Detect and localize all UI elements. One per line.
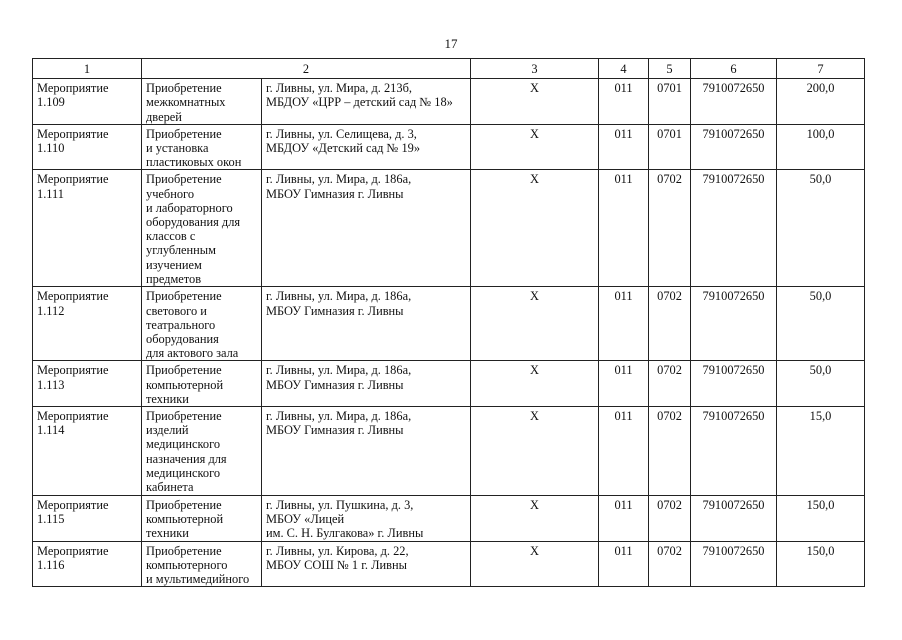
address-cell-line: МБОУ Гимназия г. Ливны: [266, 423, 404, 438]
name-cell-line: учебного: [146, 186, 195, 201]
col7-cell: 200,0: [777, 79, 865, 125]
name-cell-line: оборудования: [146, 332, 219, 347]
table-row: [33, 541, 865, 587]
name-cell-line: назначения для: [146, 451, 227, 466]
name-cell-line: дверей: [146, 109, 182, 124]
address-cell: [262, 541, 471, 587]
col7-cell: 50,0: [777, 361, 865, 407]
name-cell-line: Приобретение: [146, 126, 222, 141]
address-cell-line: г. Ливны, ул. Пушкина, д. 3,: [266, 498, 414, 513]
name-cell-line: оборудования для: [146, 215, 241, 230]
col4-cell: 011: [599, 361, 649, 407]
event-cell-line: 1.114: [37, 423, 65, 438]
event-cell-line: 1.111: [37, 186, 64, 201]
address-cell-line: МБОУ Гимназия г. Ливны: [266, 186, 404, 201]
name-cell: [142, 496, 262, 542]
name-cell: [142, 287, 262, 361]
col4-cell: 011: [599, 541, 649, 587]
name-cell-line: и установка: [146, 141, 209, 156]
name-cell-line: углубленным: [146, 243, 216, 258]
col5-cell: 0702: [649, 361, 691, 407]
header-cell: 5: [649, 59, 691, 79]
name-cell: [142, 541, 262, 587]
address-cell: [262, 496, 471, 542]
table-row: [33, 170, 865, 287]
event-cell-line: Мероприятие: [37, 172, 109, 187]
name-cell-line: Приобретение: [146, 498, 222, 513]
col5-cell: 0702: [649, 287, 691, 361]
name-cell-line: предметов: [146, 271, 202, 286]
address-cell-line: МБДОУ «ЦРР – детский сад № 18»: [266, 95, 453, 110]
col4-cell: 011: [599, 124, 649, 170]
name-cell-line: медицинского: [146, 465, 221, 480]
col7-cell: 50,0: [777, 170, 865, 287]
event-cell: [33, 407, 142, 496]
col5-cell: 0702: [649, 496, 691, 542]
header-cell: 1: [33, 59, 142, 79]
event-cell-line: Мероприятие: [37, 289, 109, 304]
name-cell-line: Приобретение: [146, 289, 222, 304]
col4-cell: 011: [599, 287, 649, 361]
table-row: [33, 124, 865, 170]
name-cell-line: классов с: [146, 229, 196, 244]
event-cell: [33, 496, 142, 542]
col7-cell: 150,0: [777, 541, 865, 587]
name-cell: [142, 124, 262, 170]
event-cell-line: 1.113: [37, 377, 65, 392]
name-cell-line: компьютерного: [146, 557, 228, 572]
event-cell: [33, 124, 142, 170]
address-cell-line: г. Ливны, ул. Мира, д. 186а,: [266, 363, 412, 378]
address-cell-line: МБОУ Гимназия г. Ливны: [266, 377, 404, 392]
col5-cell: 0701: [649, 79, 691, 125]
address-cell-line: г. Ливны, ул. Мира, д. 213б,: [266, 81, 412, 96]
address-cell: [262, 79, 471, 125]
address-cell-line: МБДОУ «Детский сад № 19»: [266, 141, 421, 156]
table-row: [33, 361, 865, 407]
address-cell-line: МБОУ Гимназия г. Ливны: [266, 303, 404, 318]
event-cell: [33, 361, 142, 407]
name-cell-line: Приобретение: [146, 81, 222, 96]
name-cell-line: кабинета: [146, 480, 194, 495]
col7-cell: 50,0: [777, 287, 865, 361]
col3-cell: Х: [471, 170, 599, 287]
event-cell: [33, 170, 142, 287]
address-cell-line: МБОУ СОШ № 1 г. Ливны: [266, 557, 407, 572]
col5-cell: 0702: [649, 170, 691, 287]
address-cell-line: г. Ливны, ул. Селищева, д. 3,: [266, 126, 417, 141]
header-cell: 2: [142, 59, 471, 79]
col3-cell: Х: [471, 361, 599, 407]
col4-cell: 011: [599, 170, 649, 287]
event-cell-line: 1.116: [37, 557, 65, 572]
event-cell-line: Мероприятие: [37, 363, 109, 378]
col6-cell: 7910072650: [691, 361, 777, 407]
event-cell-line: 1.115: [37, 512, 65, 527]
event-cell-line: Мероприятие: [37, 543, 109, 558]
table-row: [33, 79, 865, 125]
col3-cell: Х: [471, 79, 599, 125]
name-cell-line: пластиковых окон: [146, 155, 242, 170]
header-cell: 3: [471, 59, 599, 79]
col5-cell: 0701: [649, 124, 691, 170]
measures-table: [32, 58, 865, 587]
name-cell-line: межкомнатных: [146, 95, 226, 110]
table-row: [33, 407, 865, 496]
address-cell-line: г. Ливны, ул. Мира, д. 186а,: [266, 289, 412, 304]
address-cell-line: г. Ливны, ул. Мира, д. 186а,: [266, 172, 412, 187]
name-cell-line: Приобретение: [146, 172, 222, 187]
event-cell-line: 1.109: [37, 95, 65, 110]
page-number: 17: [444, 36, 458, 51]
header-cell: 7: [777, 59, 865, 79]
event-cell: [33, 541, 142, 587]
name-cell-line: техники: [146, 526, 189, 541]
name-cell-line: компьютерной: [146, 377, 224, 392]
col6-cell: 7910072650: [691, 407, 777, 496]
name-cell-line: изучением: [146, 257, 202, 272]
col6-cell: 7910072650: [691, 79, 777, 125]
event-cell: [33, 79, 142, 125]
col3-cell: Х: [471, 124, 599, 170]
col3-cell: Х: [471, 287, 599, 361]
col3-cell: Х: [471, 541, 599, 587]
header-cell: 6: [691, 59, 777, 79]
address-cell-line: им. С. Н. Булгакова» г. Ливны: [266, 526, 424, 541]
table-row: [33, 496, 865, 542]
col5-cell: 0702: [649, 541, 691, 587]
col4-cell: 011: [599, 407, 649, 496]
event-cell-line: 1.112: [37, 303, 65, 318]
address-cell-line: г. Ливны, ул. Кирова, д. 22,: [266, 543, 409, 558]
address-cell-line: г. Ливны, ул. Мира, д. 186а,: [266, 409, 412, 424]
name-cell-line: медицинского: [146, 437, 221, 452]
col6-cell: 7910072650: [691, 541, 777, 587]
name-cell: [142, 79, 262, 125]
name-cell: [142, 170, 262, 287]
name-cell-line: и лабораторного: [146, 200, 233, 215]
col6-cell: 7910072650: [691, 287, 777, 361]
address-cell: [262, 407, 471, 496]
col7-cell: 15,0: [777, 407, 865, 496]
table-row: [33, 287, 865, 361]
name-cell-line: Приобретение: [146, 543, 222, 558]
event-cell-line: Мероприятие: [37, 126, 109, 141]
event-cell-line: Мероприятие: [37, 81, 109, 96]
col3-cell: Х: [471, 496, 599, 542]
name-cell: [142, 407, 262, 496]
address-cell-line: МБОУ «Лицей: [266, 512, 345, 527]
name-cell-line: Приобретение: [146, 363, 222, 378]
event-cell: [33, 287, 142, 361]
address-cell: [262, 124, 471, 170]
col5-cell: 0702: [649, 407, 691, 496]
header-row: [33, 59, 865, 79]
col4-cell: 011: [599, 496, 649, 542]
name-cell-line: светового и: [146, 303, 207, 318]
event-cell-line: Мероприятие: [37, 409, 109, 424]
event-cell-line: 1.110: [37, 141, 65, 156]
name-cell-line: для актового зала: [146, 346, 239, 361]
address-cell: [262, 287, 471, 361]
address-cell: [262, 361, 471, 407]
name-cell-line: и мультимедийного: [146, 572, 250, 587]
col6-cell: 7910072650: [691, 124, 777, 170]
col7-cell: 150,0: [777, 496, 865, 542]
col4-cell: 011: [599, 79, 649, 125]
col3-cell: Х: [471, 407, 599, 496]
name-cell-line: театрального: [146, 317, 216, 332]
header-cell: 4: [599, 59, 649, 79]
col6-cell: 7910072650: [691, 170, 777, 287]
address-cell: [262, 170, 471, 287]
name-cell-line: Приобретение: [146, 409, 222, 424]
col6-cell: 7910072650: [691, 496, 777, 542]
event-cell-line: Мероприятие: [37, 498, 109, 513]
col7-cell: 100,0: [777, 124, 865, 170]
name-cell: [142, 361, 262, 407]
name-cell-line: компьютерной: [146, 512, 224, 527]
name-cell-line: изделий: [146, 423, 189, 438]
name-cell-line: техники: [146, 391, 189, 406]
